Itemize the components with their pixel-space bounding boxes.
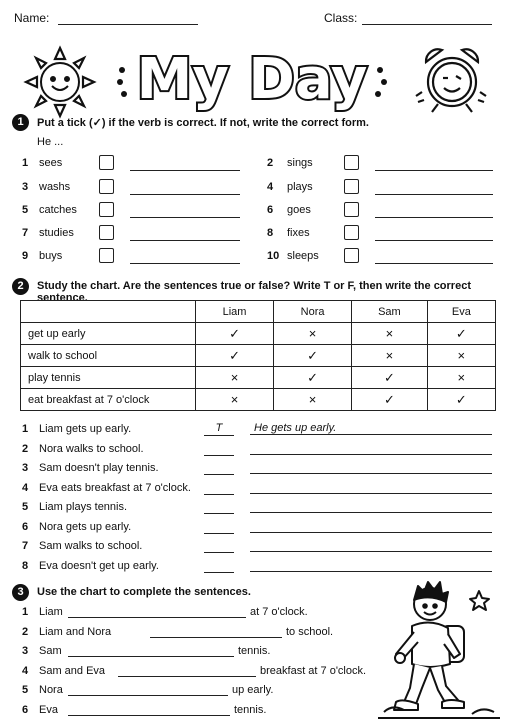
complete-end: to school. [286, 625, 334, 638]
verb-word: sleeps [287, 250, 319, 262]
complete-start: Liam [39, 606, 63, 618]
tf-answer-field[interactable] [204, 539, 234, 553]
correct-sentence-field[interactable] [250, 539, 492, 552]
verb-word: fixes [287, 227, 310, 239]
correction-line[interactable] [375, 194, 493, 195]
complete-end: tennis. [238, 645, 271, 657]
verb-word: studies [39, 227, 74, 239]
tick-box[interactable] [99, 155, 114, 170]
correct-sentence-field[interactable] [250, 559, 492, 572]
verb-number: 2 [267, 157, 274, 169]
complete-number: 5 [22, 684, 29, 696]
section-1-instruction: Put a tick (✓) if the verb is correct. If not, write the correct form. [37, 117, 369, 129]
complete-end: breakfast at 7 o'clock. [260, 664, 367, 677]
sentence-text: Nora gets up early. [39, 520, 132, 533]
correction-line[interactable] [375, 217, 493, 218]
chart-activity: walk to school [21, 345, 196, 367]
correct-sentence-field[interactable] [250, 481, 492, 494]
complete-number: 1 [22, 606, 29, 618]
correct-sentence-field[interactable] [250, 500, 492, 513]
chart-col-liam: Liam [196, 301, 274, 323]
complete-blank[interactable] [68, 617, 246, 618]
tf-answer-field[interactable] [204, 500, 234, 514]
sun-icon [22, 44, 98, 120]
complete-blank[interactable] [118, 676, 256, 677]
tick-box[interactable] [344, 202, 359, 217]
verb-word: buys [39, 250, 63, 262]
correction-line[interactable] [130, 263, 240, 264]
class-label: Class: [324, 11, 358, 25]
complete-number: 4 [22, 664, 29, 677]
chart-header-row [21, 301, 496, 323]
section-3-instruction: Use the chart to complete the sentences. [37, 586, 251, 598]
sentence-number: 2 [22, 442, 29, 455]
verb-word: washs [39, 181, 71, 193]
check-mark: ✓ [352, 367, 428, 389]
chart-row [21, 345, 496, 367]
verb-word: plays [287, 181, 313, 193]
chart-row [21, 367, 496, 389]
check-mark: ✓ [274, 367, 352, 389]
section-2-instruction: Study the chart. Are the sentences true or false? Write T or F, then write the correct sentence. [37, 280, 471, 304]
tick-box[interactable] [344, 155, 359, 170]
tick-box[interactable] [344, 179, 359, 194]
sentence-text: Eva doesn't get up early. [39, 559, 159, 572]
section-1-subject: He ... [37, 136, 64, 148]
verb-word: catches [39, 204, 77, 216]
verb-number: 7 [22, 227, 29, 239]
cross-mark: × [196, 389, 274, 411]
complete-number: 2 [22, 625, 29, 638]
section-3-badge: 3 [12, 584, 29, 601]
cross-mark: × [427, 367, 495, 389]
correct-sentence-field[interactable] [250, 461, 492, 474]
chart-activity: eat breakfast at 7 o'clock [21, 389, 196, 411]
page-title: My Day [136, 47, 368, 112]
verb-word: goes [287, 204, 311, 216]
tf-answer-field[interactable] [204, 442, 234, 456]
activity-chart [20, 300, 496, 411]
correct-sentence-field[interactable] [250, 442, 492, 455]
correction-line[interactable] [375, 240, 493, 241]
correct-sentence-field[interactable] [250, 520, 492, 533]
sentence-number: 5 [22, 501, 29, 513]
complete-start: Sam [39, 645, 62, 657]
cross-mark: × [352, 345, 428, 367]
tick-box[interactable] [344, 248, 359, 263]
chart-col-eva: Eva [427, 301, 495, 323]
verb-number: 5 [22, 204, 29, 216]
verb-word: sings [287, 157, 313, 169]
sentence-number: 4 [22, 481, 29, 494]
section-1-badge: 1 [12, 114, 29, 131]
cross-mark: × [274, 389, 352, 411]
sentence-text: Eva eats breakfast at 7 o'clock. [39, 481, 191, 494]
verb-number: 9 [22, 250, 29, 262]
verb-number: 6 [267, 204, 274, 216]
sentence-number: 3 [22, 462, 29, 474]
check-mark: ✓ [352, 389, 428, 411]
check-mark: ✓ [196, 323, 274, 345]
sentence-number: 1 [22, 423, 29, 435]
complete-blank[interactable] [68, 656, 234, 657]
tf-answer-field[interactable] [204, 461, 234, 475]
correction-line[interactable] [130, 170, 240, 171]
tf-answer-field[interactable] [204, 481, 234, 495]
complete-blank[interactable] [150, 637, 282, 638]
sentence-text: Sam walks to school. [39, 540, 143, 552]
section-2-badge: 2 [12, 278, 29, 295]
correction-line[interactable] [375, 263, 493, 264]
cross-mark: × [196, 367, 274, 389]
correction-line[interactable] [130, 240, 240, 241]
complete-blank[interactable] [68, 715, 230, 716]
alarm-clock-icon [410, 38, 494, 122]
check-mark: ✓ [427, 389, 495, 411]
complete-start: Eva [39, 703, 58, 716]
title-banner [112, 36, 392, 120]
sentence-text: Liam gets up early. [39, 423, 132, 435]
complete-end: up early. [232, 684, 274, 696]
complete-start: Nora [39, 684, 63, 696]
chart-col-sam: Sam [352, 301, 428, 323]
tick-box[interactable] [99, 202, 114, 217]
class-field[interactable] [362, 24, 492, 25]
sentence-text: Sam doesn't play tennis. [39, 462, 159, 474]
complete-start: Sam and Eva [39, 664, 106, 677]
correction-line[interactable] [130, 217, 240, 218]
complete-blank[interactable] [68, 695, 228, 696]
chart-activity: play tennis [21, 367, 196, 389]
sentence-number: 6 [22, 520, 29, 533]
verb-number: 1 [22, 157, 29, 169]
check-mark: ✓ [196, 345, 274, 367]
correction-line[interactable] [375, 170, 493, 171]
complete-end: tennis. [234, 703, 267, 716]
cross-mark: × [352, 323, 428, 345]
check-mark: ✓ [427, 323, 495, 345]
chart-activity: get up early [21, 323, 196, 345]
tick-box[interactable] [99, 225, 114, 240]
cross-mark: × [427, 345, 495, 367]
chart-corner-cell [21, 301, 196, 323]
correct-sentence-field[interactable] [250, 422, 492, 435]
sentence-text: Nora walks to school. [39, 442, 144, 455]
chart-row [21, 389, 496, 411]
verb-number: 10 [267, 250, 280, 262]
verb-number: 3 [22, 181, 29, 193]
correct-sentence: He gets up early. [254, 422, 337, 434]
correction-line[interactable] [130, 194, 240, 195]
complete-end: at 7 o'clock. [250, 606, 308, 618]
tick-box[interactable] [344, 225, 359, 240]
complete-start: Liam and Nora [39, 625, 112, 638]
name-label: Name: [14, 11, 50, 25]
tick-box[interactable] [99, 248, 114, 263]
tf-answer-field[interactable] [204, 520, 234, 534]
verb-number: 8 [267, 227, 274, 239]
verb-number: 4 [267, 181, 274, 193]
cross-mark: × [274, 323, 352, 345]
tick-box[interactable] [99, 179, 114, 194]
boy-walking-illustration [372, 572, 506, 722]
sentence-number: 7 [22, 540, 29, 552]
chart-row [21, 323, 496, 345]
verb-word: sees [39, 157, 63, 169]
sentence-number: 8 [22, 559, 29, 572]
complete-number: 3 [22, 645, 29, 657]
sentence-text: Liam plays tennis. [39, 501, 128, 513]
tf-answer-field[interactable] [204, 422, 234, 436]
check-mark: ✓ [274, 345, 352, 367]
tf-answer-field[interactable] [204, 559, 234, 573]
tf-answer: T [215, 422, 223, 434]
name-field[interactable] [58, 24, 198, 25]
chart-col-nora: Nora [274, 301, 352, 323]
complete-number: 6 [22, 703, 29, 716]
